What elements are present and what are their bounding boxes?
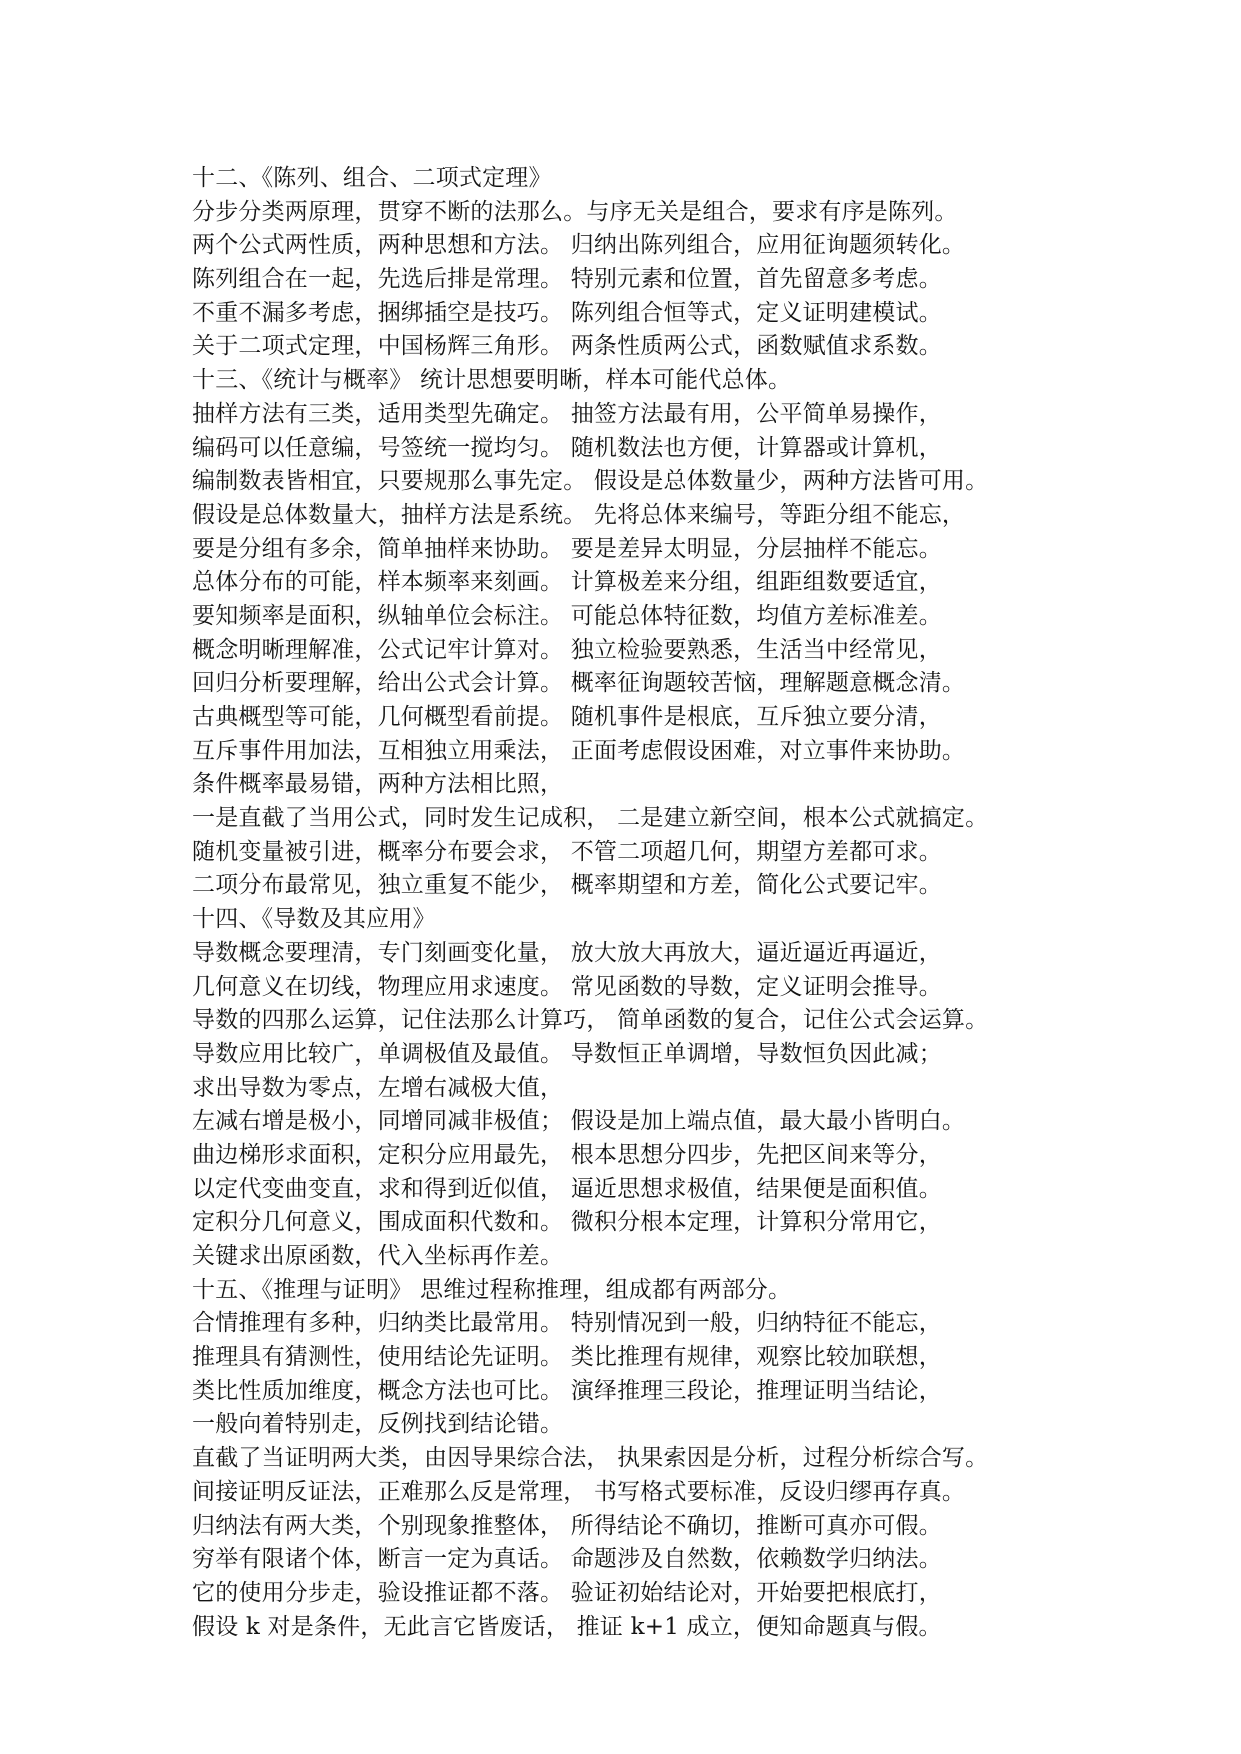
section-heading-13: 十三、《统计与概率》 统计思想要明晰，样本可能代总体。 xyxy=(192,367,792,394)
text-line: 推理具有猜测性，使用结论先证明。 类比推理有规律，观察比较加联想， xyxy=(192,1344,942,1371)
text-line: 导数的四那么运算，记住法那么计算巧， 简单函数的复合，记住公式会运算。 xyxy=(192,1007,989,1034)
text-line: 以定代变曲变直，求和得到近似值， 逼近思想求极值，结果便是面积值。 xyxy=(192,1175,942,1202)
text-line: 要是分组有多余，简单抽样来协助。 要是差异太明显，分层抽样不能忘。 xyxy=(192,535,942,562)
text-line: 互斥事件用加法，互相独立用乘法， 正面考虑假设困难，对立事件来协助。 xyxy=(192,737,966,764)
text-line: 假设 k 对是条件，无此言它皆废话， 推证 k+1 成立，便知命题真与假。 xyxy=(192,1613,942,1640)
section-heading-12: 十二、《陈列、组合、二项式定理》 xyxy=(192,165,552,191)
text-line: 间接证明反证法，正难那么反是常理， 书写格式要标准，反设归缪再存真。 xyxy=(192,1478,966,1505)
text-line: 一般向着特别走，反例找到结论错。 xyxy=(192,1411,564,1438)
text-line: 曲边梯形求面积，定积分应用最先， 根本思想分四步，先把区间来等分， xyxy=(192,1141,942,1168)
text-line: 类比性质加维度，概念方法也可比。 演绎推理三段论，推理证明当结论， xyxy=(192,1377,942,1404)
text-line: 要知频率是面积，纵轴单位会标注。 可能总体特征数，均值方差标准差。 xyxy=(192,602,942,629)
text-line: 它的使用分步走，验设推证都不落。 验证初始结论对，开始要把根底打， xyxy=(192,1579,942,1606)
text-line: 编制数表皆相宜，只要规那么事先定。 假设是总体数量少，两种方法皆可用。 xyxy=(192,468,989,495)
text-line: 求出导数为零点，左增右减极大值， xyxy=(192,1074,564,1101)
text-line: 一是直截了当用公式，同时发生记成积， 二是建立新空间，根本公式就搞定。 xyxy=(192,805,989,832)
text-line: 导数概念要理清，专门刻画变化量， 放大放大再放大，逼近逼近再逼近， xyxy=(192,939,942,966)
text-line: 条件概率最易错，两种方法相比照， xyxy=(192,771,564,798)
text-line: 古典概型等可能，几何概型看前提。 随机事件是根底，互斥独立要分清， xyxy=(192,704,942,730)
text-line: 导数应用比较广，单调极值及最值。 导数恒正单调增，导数恒负因此减； xyxy=(192,1040,942,1067)
text-line: 二项分布最常见，独立重复不能少， 概率期望和方差，简化公式要记牢。 xyxy=(192,872,942,899)
text-line: 假设是总体数量大，抽样方法是系统。 先将总体来编号，等距分组不能忘， xyxy=(192,501,966,528)
text-line: 关于二项式定理，中国杨辉三角形。 两条性质两公式，函数赋值求系数。 xyxy=(192,333,942,360)
text-line: 穷举有限诸个体，断言一定为真话。 命题涉及自然数，依赖数学归纳法。 xyxy=(192,1546,942,1573)
text-line: 回归分析要理解，给出公式会计算。 概率征询题较苦恼，理解题意概念清。 xyxy=(192,670,966,697)
text-line: 总体分布的可能，样本频率来刻画。 计算极差来分组，组距组数要适宜， xyxy=(192,569,942,596)
text-line: 随机变量被引进，概率分布要会求， 不管二项超几何，期望方差都可求。 xyxy=(192,838,942,865)
text-line: 抽样方法有三类，适用类型先确定。 抽签方法最有用，公平简单易操作， xyxy=(192,400,942,427)
text-line: 合情推理有多种，归纳类比最常用。 特别情况到一般，归纳特征不能忘， xyxy=(192,1310,942,1337)
text-line: 陈列组合在一起，先选后排是常理。 特别元素和位置，首先留意多考虑。 xyxy=(192,266,942,293)
text-line: 编码可以任意编，号签统一搅均匀。 随机数法也方便，计算器或计算机， xyxy=(192,434,942,461)
text-line: 不重不漏多考虑，捆绑插空是技巧。 陈列组合恒等式，定义证明建模试。 xyxy=(192,299,942,326)
section-heading-14: 十四、《导数及其应用》 xyxy=(192,906,436,933)
text-body xyxy=(192,162,1192,1644)
text-line: 概念明晰理解准，公式记牢计算对。 独立检验要熟悉，生活当中经常见， xyxy=(192,636,942,663)
text-line: 左减右增是极小，同增同减非极值； 假设是加上端点值，最大最小皆明白。 xyxy=(192,1108,966,1135)
text-line: 定积分几何意义，围成面积代数和。 微积分根本定理，计算积分常用它， xyxy=(192,1209,942,1236)
text-line: 归纳法有两大类，个别现象推整体， 所得结论不确切，推断可真亦可假。 xyxy=(192,1512,942,1539)
text-line: 分步分类两原理，贯穿不断的法那么。与序无关是组合，要求有序是陈列。 xyxy=(192,198,958,225)
text-line: 直截了当证明两大类，由因导果综合法， 执果索因是分析，过程分析综合写。 xyxy=(192,1445,989,1472)
text-line: 关键求出原函数，代入坐标再作差。 xyxy=(192,1243,564,1269)
text-line: 几何意义在切线，物理应用求速度。 常见函数的导数，定义证明会推导。 xyxy=(192,973,942,1000)
text-line: 两个公式两性质，两种思想和方法。 归纳出陈列组合，应用征询题须转化。 xyxy=(192,232,966,259)
section-heading-15: 十五、《推理与证明》 思维过程称推理，组成都有两部分。 xyxy=(192,1276,792,1303)
